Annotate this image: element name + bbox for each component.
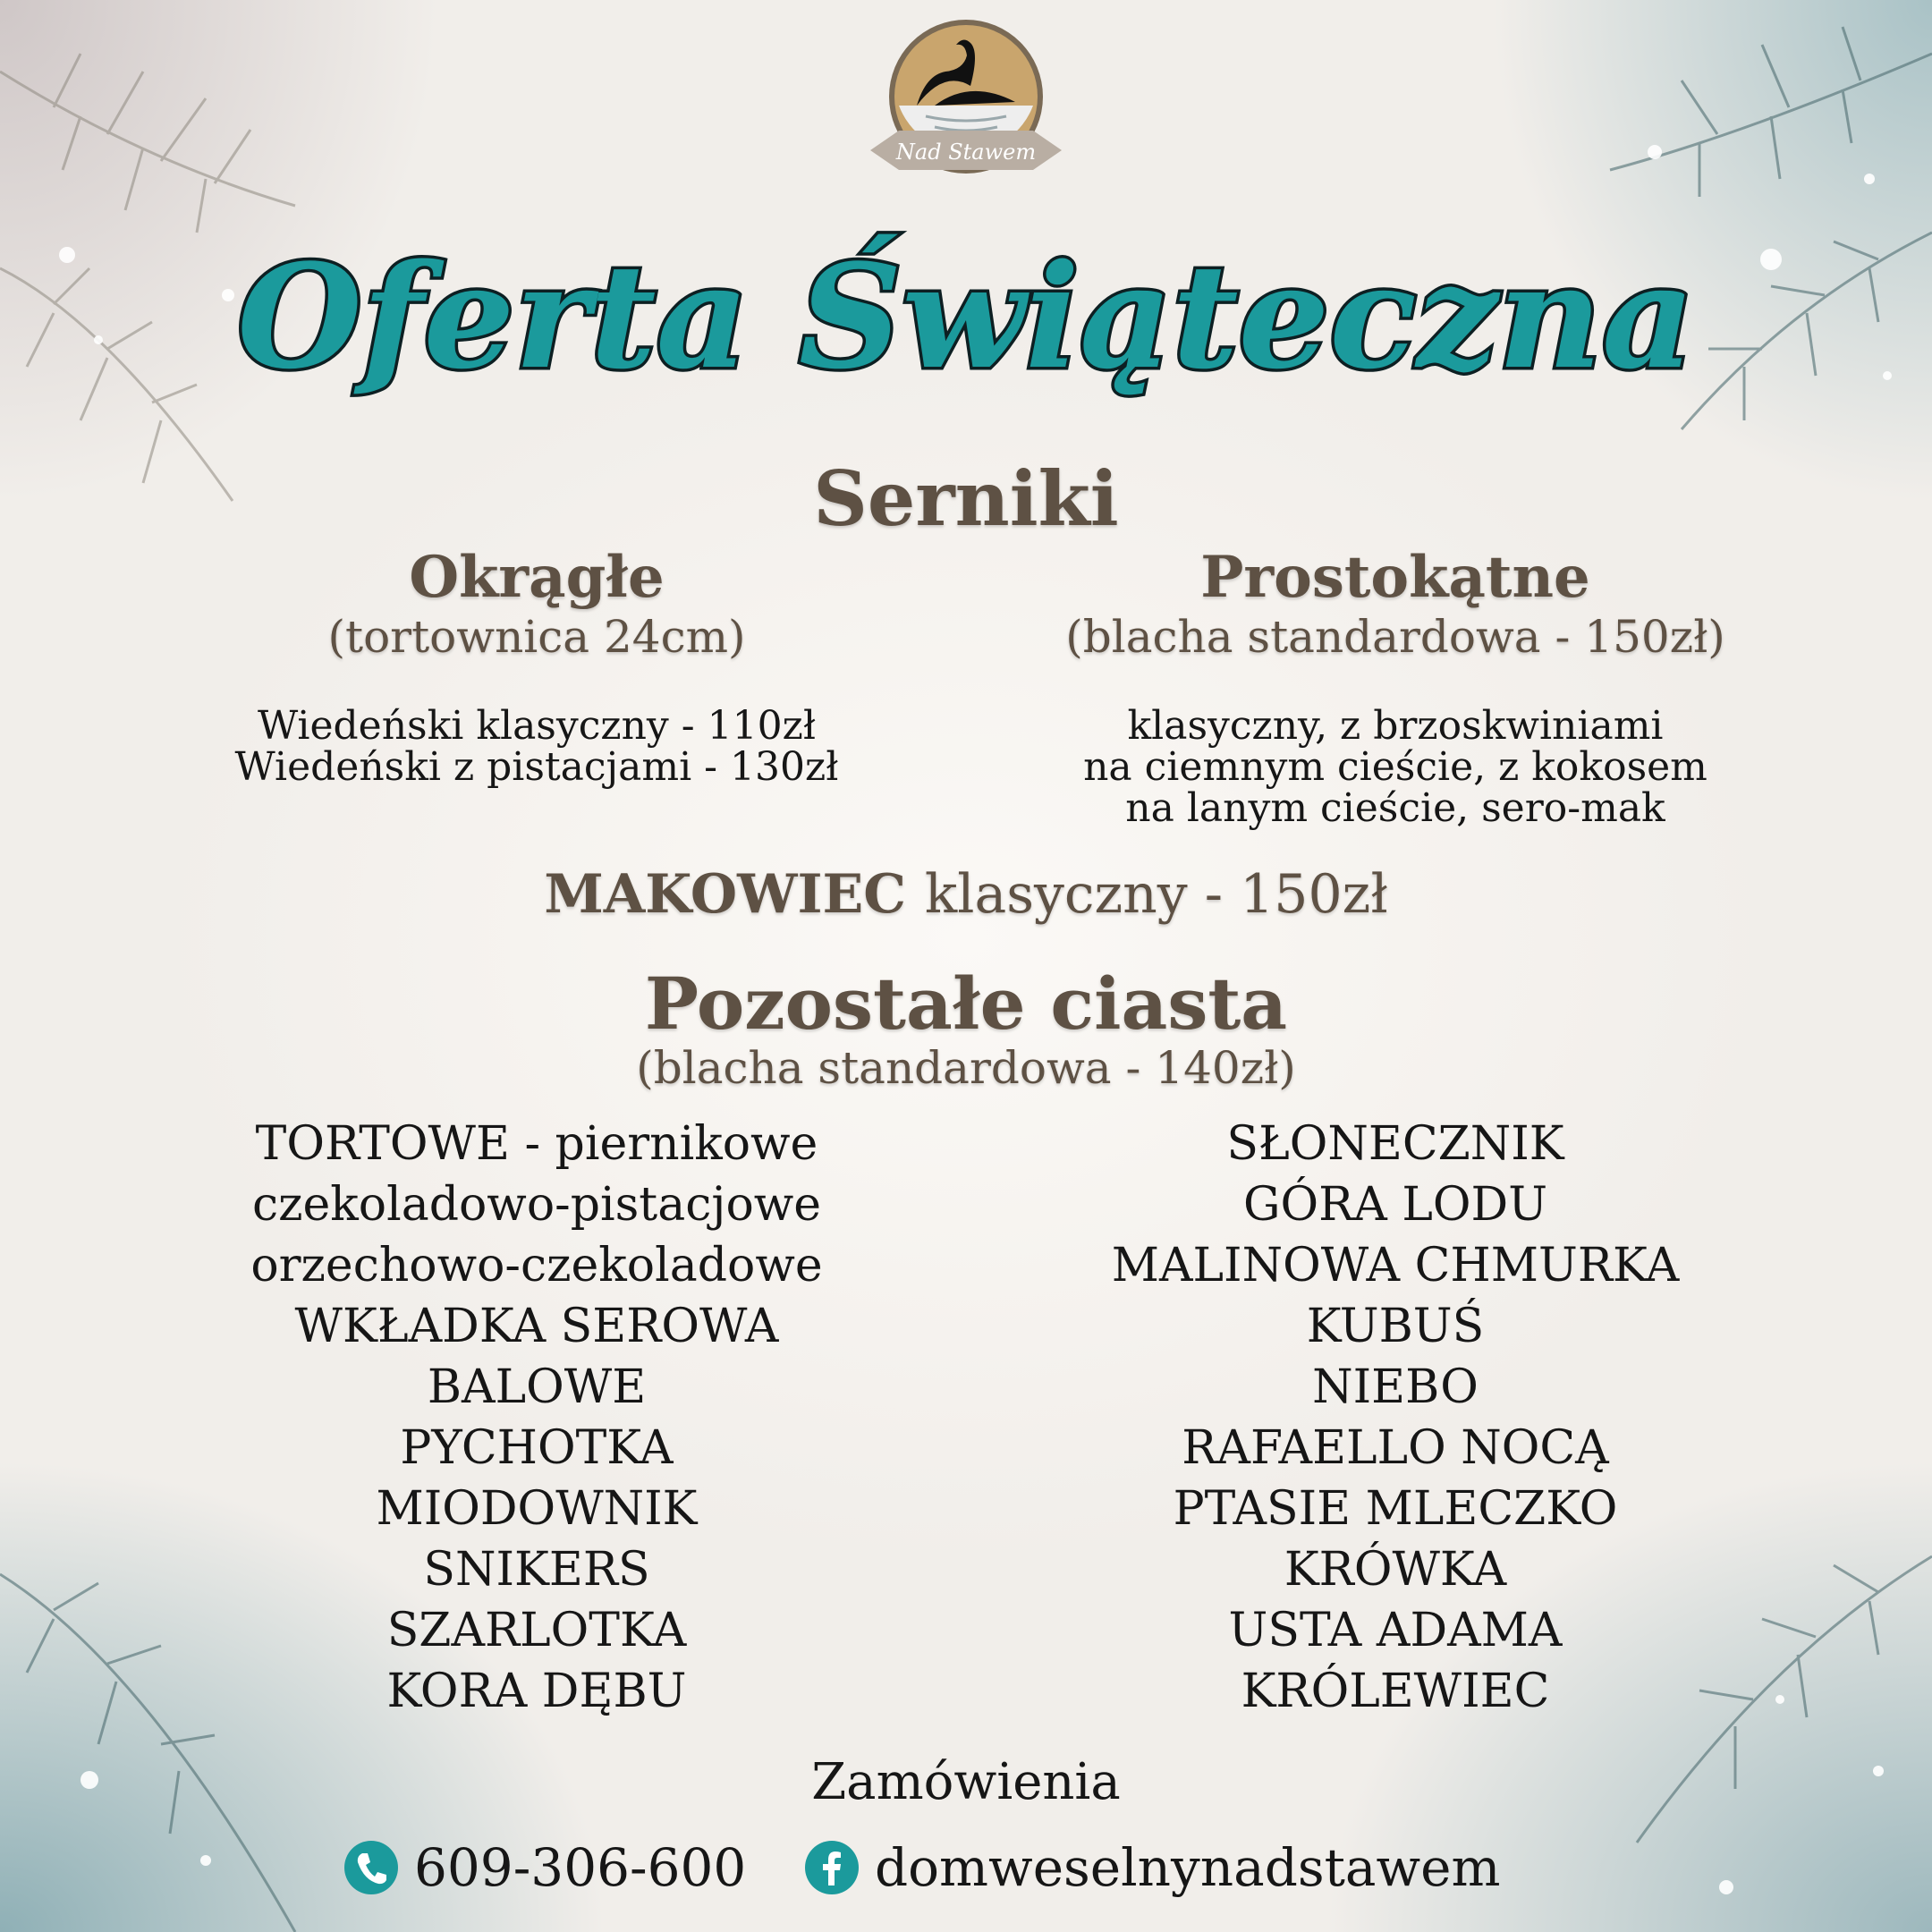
offer-title-text: Oferta Świąteczna bbox=[237, 233, 1695, 401]
list-item: Wiedeński klasyczny - 110zł bbox=[257, 703, 817, 749]
other-cakes-right-list bbox=[966, 1114, 1825, 1722]
other-cakes-left-list bbox=[143, 1114, 930, 1722]
cheesecakes-heading: Serniki bbox=[813, 454, 1119, 543]
list-item: PTASIE MLECZKO bbox=[1173, 1482, 1618, 1536]
list-item: NIEBO bbox=[1312, 1360, 1479, 1414]
list-item: Wiedeński z pistacjami - 130zł bbox=[234, 744, 839, 790]
facebook-handle: domweselnynadstawem bbox=[875, 1837, 1501, 1898]
list-item: klasyczny, z brzoskwiniami bbox=[1127, 703, 1664, 749]
list-item: na lanym cieście, sero-mak bbox=[1125, 785, 1665, 831]
facebook-icon bbox=[805, 1841, 859, 1894]
list-item: na ciemnym cieście, z kokosem bbox=[1083, 744, 1707, 790]
facebook-contact[interactable] bbox=[805, 1832, 1500, 1903]
list-item: MALINOWA CHMURKA bbox=[1111, 1239, 1680, 1292]
list-item: BALOWE bbox=[427, 1360, 647, 1414]
list-item: SNIKERS bbox=[423, 1543, 650, 1597]
offer-title bbox=[237, 215, 1695, 438]
rect-note: (blacha standardowa - 150zł) bbox=[1065, 611, 1725, 663]
orders-heading: Zamówienia bbox=[811, 1753, 1121, 1811]
list-item: GÓRA LODU bbox=[1242, 1178, 1548, 1232]
other-cakes-heading: Pozostałe ciasta bbox=[644, 962, 1288, 1046]
list-item: USTA ADAMA bbox=[1228, 1604, 1563, 1657]
list-item: TORTOWE - piernikowe bbox=[255, 1117, 818, 1171]
other-cakes-note: (blacha standardowa - 140zł) bbox=[636, 1042, 1296, 1094]
poppyseed-cake-name: MAKOWIEC bbox=[544, 863, 907, 926]
poppyseed-cake-line bbox=[0, 863, 1932, 926]
list-item: KUBUŚ bbox=[1306, 1300, 1485, 1353]
list-item: SŁONECZNIK bbox=[1226, 1117, 1564, 1171]
list-item: RAFAELLO NOCĄ bbox=[1182, 1421, 1609, 1475]
list-item: orzechowo-czekoladowe bbox=[250, 1239, 823, 1292]
list-item: SZARLOTKA bbox=[386, 1604, 687, 1657]
round-cheesecakes bbox=[143, 544, 930, 788]
list-item: czekoladowo-pistacjowe bbox=[251, 1178, 822, 1232]
list-item: WKŁADKA SEROWA bbox=[294, 1300, 779, 1353]
phone-icon bbox=[344, 1841, 398, 1894]
list-item: KRÓWKA bbox=[1284, 1543, 1507, 1597]
poppyseed-cake-price: klasyczny - 150zł bbox=[924, 863, 1388, 926]
round-title: Okrągłe bbox=[409, 544, 665, 611]
list-item: KORA DĘBU bbox=[386, 1665, 687, 1718]
list-item: MIODOWNIK bbox=[376, 1482, 698, 1536]
list-item: PYCHOTKA bbox=[400, 1421, 674, 1475]
round-note: (tortownica 24cm) bbox=[327, 611, 746, 663]
rectangular-cheesecakes bbox=[966, 544, 1825, 829]
rect-title: Prostokątne bbox=[1200, 544, 1590, 611]
logo-text: Nad Stawem bbox=[895, 140, 1037, 165]
phone-number: 609-306-600 bbox=[414, 1837, 747, 1898]
nad-stawem-logo bbox=[863, 16, 1069, 186]
list-item: KRÓLEWIEC bbox=[1241, 1665, 1550, 1718]
phone-contact[interactable] bbox=[344, 1832, 746, 1903]
